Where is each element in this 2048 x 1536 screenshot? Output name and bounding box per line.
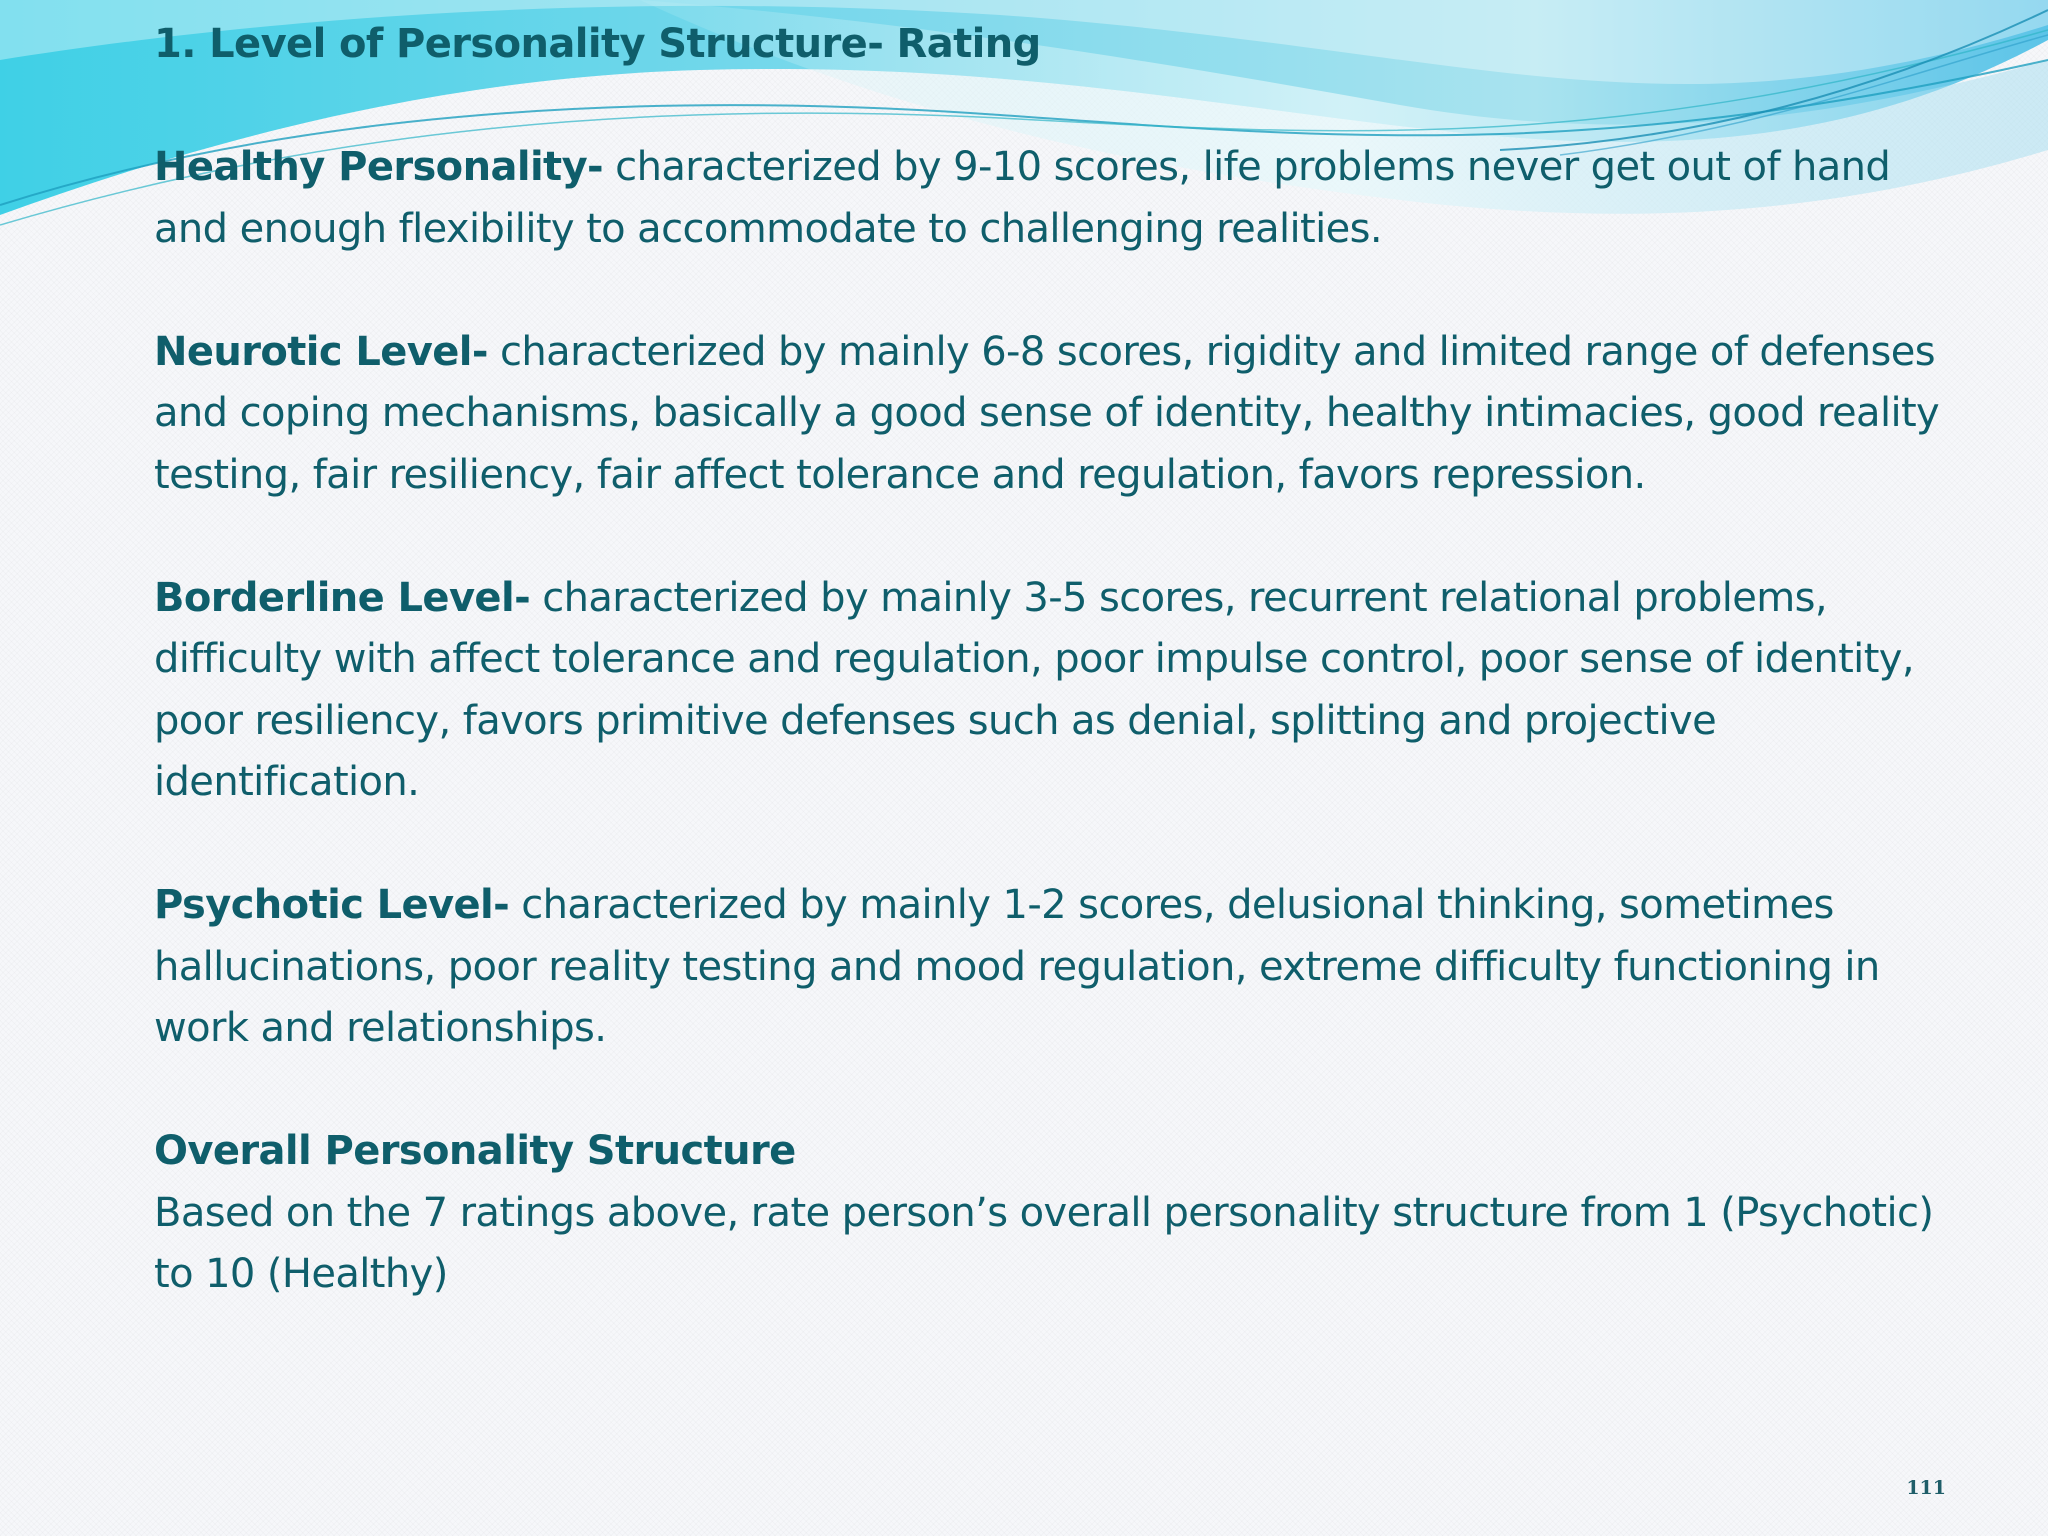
neurotic-level-heading: Neurotic Level-: [154, 328, 488, 375]
spacer: [154, 1060, 1954, 1122]
slide-title: 1. Level of Personality Structure- Rating: [154, 21, 1041, 67]
neurotic-level-paragraph: [154, 322, 1954, 507]
spacer: [154, 814, 1954, 876]
psychotic-level-text: characterized by mainly 1-2 scores, delusional thinking, sometimes hallucinations, poor reality testing and mood regulation, extreme difficulty functioning in work and relationships.: [154, 882, 1880, 1051]
borderline-level-heading: Borderline Level-: [154, 574, 531, 621]
healthy-personality-text: characterized by 9-10 scores, life problems never get out of hand and enough flexibility to accommodate to challenging realities.: [154, 144, 1891, 252]
overall-structure-heading: Overall Personality Structure: [154, 1128, 796, 1174]
page-number: 111: [1906, 1477, 1946, 1499]
spacer: [154, 506, 1954, 568]
borderline-level-paragraph: [154, 568, 1954, 814]
slide-body: [154, 14, 1954, 1306]
spacer: [154, 76, 1954, 138]
borderline-level-text: characterized by mainly 3-5 scores, recurrent relational problems, difficulty with affect tolerance and regulation, poor impulse control, poor sense of identity, poor resiliency, favors primitive defenses such as denial, splitting and projective identification.: [154, 574, 1914, 805]
psychotic-level-heading: Psychotic Level-: [154, 882, 510, 928]
healthy-personality-paragraph: [154, 137, 1954, 260]
psychotic-level-paragraph: [154, 875, 1954, 1060]
healthy-personality-heading: Healthy Personality-: [154, 144, 604, 190]
neurotic-level-text: characterized by mainly 6-8 scores, rigidity and limited range of defenses and coping mechanisms, basically a good sense of identity, healthy intimacies, good reality testing, fair resiliency, fair affect tolerance and regulation, favors repression.: [154, 328, 1940, 498]
overall-structure-text: Based on the 7 ratings above, rate person’s overall personality structure from 1 (Psychotic) to 10 (Healthy): [154, 1189, 1934, 1297]
spacer: [154, 260, 1954, 322]
